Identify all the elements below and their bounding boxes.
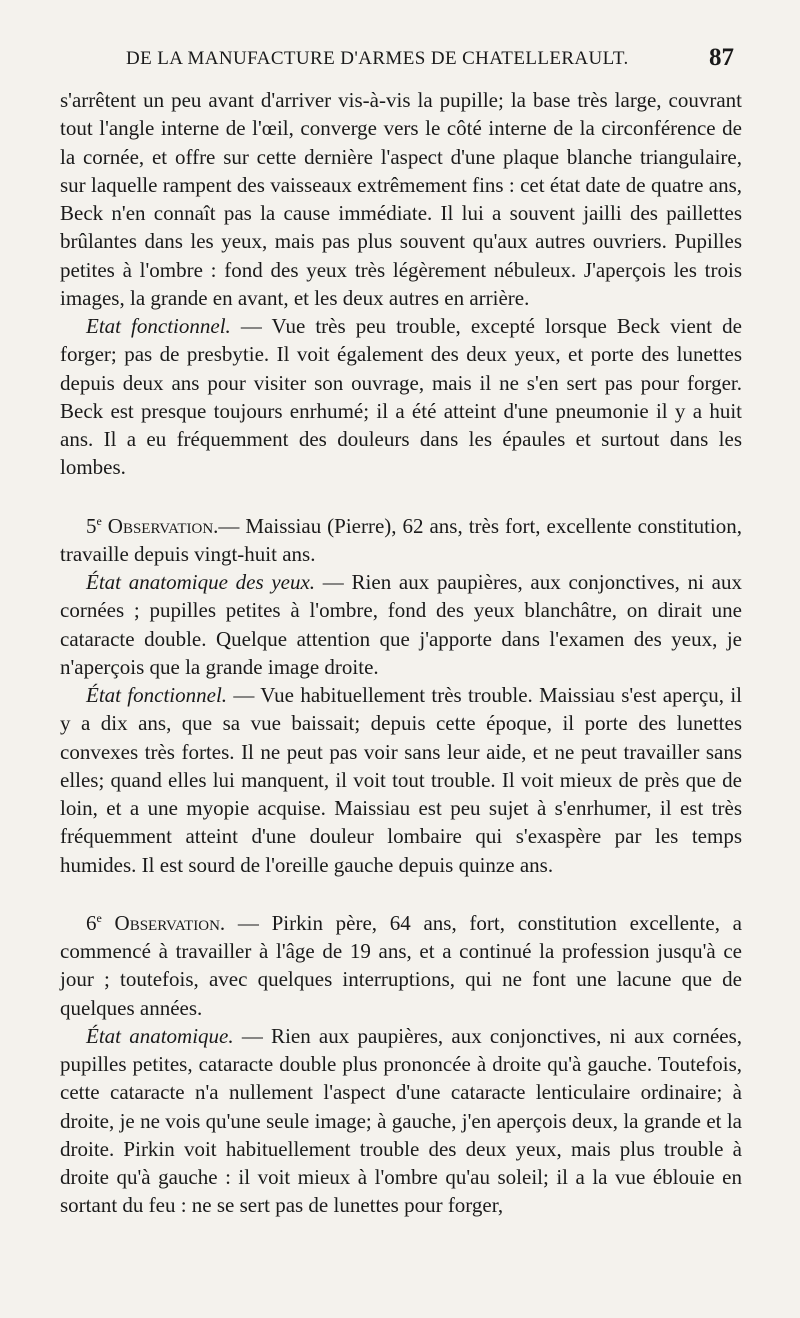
ordinal-suffix: e	[96, 513, 102, 528]
paragraph-text: — Maissiau (Pierre), 62 ans, très fort, excellente constitution, travaille depuis vingt-huit ans.	[60, 513, 742, 566]
paragraph-beck-etat-fonctionnel	[60, 312, 742, 482]
page-header	[60, 44, 740, 78]
section-label: État anatomique.	[86, 1023, 234, 1048]
observation-6-heading	[60, 909, 742, 1022]
page-body	[60, 86, 742, 1220]
running-title: DE LA MANUFACTURE D'ARMES DE CHATELLERAULT.	[126, 48, 629, 69]
section-label: État anatomique des yeux.	[86, 570, 316, 594]
section-label: État fonctionnel.	[86, 683, 228, 707]
observation-label: Observation.	[114, 910, 226, 935]
observation-number: 6	[86, 910, 97, 935]
paragraph-maissiau-etat-anatomique	[60, 568, 742, 681]
paragraph-text: — Vue habituellement très trouble. Maissiau s'est aperçu, il y a dix ans, que sa vue baissait; depuis cette époque, il porte des lunettes convexes très fortes. Il ne peut pas voir sans leur aide, et ne peut travailler sans elles; quand elles lui manquent, il voit tout trouble. Il voit mieux de près que de loin, et a une myopie acquise. Maissiau est peu sujet à s'enrhumer, il est très fréquemment atteint d'une douleur lombaire qui s'exaspère par les temps humides. Il est sourd de l'oreille gauche depuis quinze ans.	[60, 683, 742, 877]
paragraph-text: — Rien aux paupières, aux conjonctives, ni aux cornées, pupilles petites, cataracte double plus prononcée à droite qu'à gauche. Toutefois, cette cataracte n'a nullement l'aspect d'une cataracte lenticulaire ordinaire; à droite, je ne vois qu'une seule image; à gauche, j'en aperçois deux, la grande et la droite. Pirkin voit habituellement trouble des deux yeux, mais plus trouble à droite qu'à gauche : il voit mieux à l'ombre qu'au soleil; il a la vue éblouie en sortant du feu : ne se sert pas de lunettes pour forger,	[60, 1023, 743, 1218]
observation-number: 5	[86, 513, 97, 538]
paragraph-text: — Rien aux paupières, aux conjonctives, ni aux cornées ; pupilles petites à l'ombre, fond des yeux blanchâtre, on dirait une cataracte double. Quelque attention que j'apporte dans l'examen des yeux, je n'aperçois que la grande image droite.	[60, 570, 742, 679]
paragraph-beck-anatomy-continued: s'arrêtent un peu avant d'arriver vis-à-vis la pupille; la base très large, couvrant tout l'angle interne de l'œil, converge vers le côté interne de la circonférence de la cornée, et offre sur cette dernière l'aspect d'une plaque blanche triangulaire, sur laquelle rampent des vaisseaux extrêmement fins : cet état date de quatre ans, Beck n'en connaît pas la cause immédiate. Il lui a souvent jailli des paillettes brûlantes dans les yeux, mais pas plus souvent qu'aux autres ouvriers. Pupilles petites à l'ombre : fond des yeux très légèrement nébuleux. J'aperçois les trois images, la grande en avant, et les deux autres en arrière.	[60, 88, 742, 310]
page-number: 87	[709, 44, 734, 71]
observation-label: Observation.	[107, 513, 219, 538]
observation-5-heading	[60, 512, 742, 569]
paragraph-maissiau-etat-fonctionnel	[60, 681, 742, 879]
ordinal-suffix: e	[96, 910, 102, 925]
section-label: Etat fonctionnel.	[86, 314, 231, 338]
paragraph-text: — Vue très peu trouble, excepté lorsque Beck vient de forger; pas de presbytie. Il voit également des deux yeux, et porte des lunettes depuis deux ans pour visiter son ouvrage, mais il ne s'en sert pas pour forger. Beck est presque toujours enrhumé; il a été atteint d'une pneumonie il y a huit ans. Il a eu fréquemment des douleurs dans les épaules et surtout dans les lombes.	[60, 314, 742, 480]
paragraph-text: — Pirkin père, 64 ans, fort, constitution excellente, a commencé à travailler à l'âge de 19 ans, et a continué la profession jusqu'à ce jour ; toutefois, avec quelques interruptions, qui ne font une lacune que de quelques années.	[60, 910, 742, 1020]
paragraph-pirkin-etat-anatomique	[60, 1022, 742, 1220]
